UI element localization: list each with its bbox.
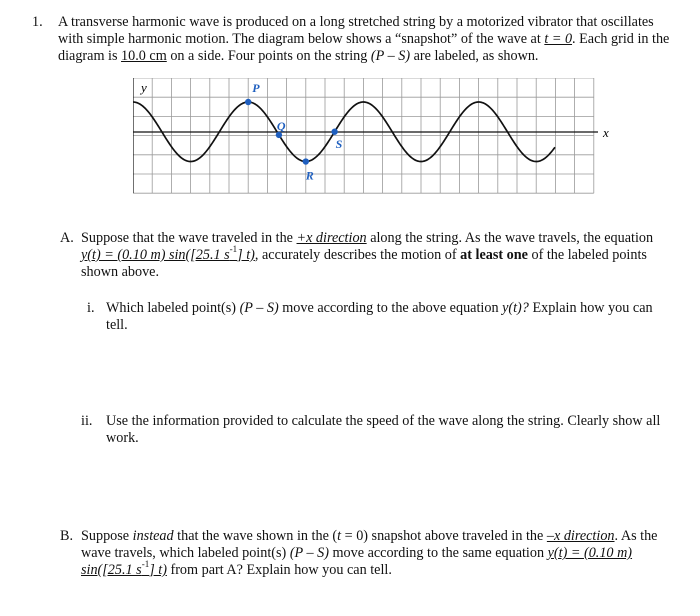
time-zero: t = 0	[544, 31, 573, 47]
part-b-text	[81, 528, 661, 579]
point-s-marker	[331, 129, 337, 135]
part-b-segment: Suppose	[81, 528, 133, 544]
intro-text: on a side. Four points on the string	[166, 48, 371, 64]
part-a-segment: Suppose that the wave traveled in the	[81, 230, 297, 246]
intro-text: . Each grid in the diagram is	[58, 31, 670, 64]
part-b-segment: . As the wave travels, which labeled point(s)	[81, 528, 658, 561]
sub-question-ii-text: Use the information provided to calculate the speed of the wave along the string. Clearly show all work.	[106, 413, 661, 446]
part-a-segment: of the labeled points shown above.	[81, 247, 647, 280]
sub-i-segment: Which labeled point(s)	[106, 300, 240, 316]
intro-text: are labeled, as shown.	[410, 48, 539, 64]
y-axis-label: y	[141, 80, 147, 95]
sub-i-segment: move according to the above equation	[278, 300, 503, 316]
part-a-label: A.	[60, 230, 74, 246]
grid-size: 10.0 cm	[121, 48, 167, 64]
part-a-equation-tail: ] t)	[237, 247, 255, 263]
part-a-emphasis: at least one	[460, 247, 528, 263]
part-b-segment: move according to the same equation	[328, 545, 548, 561]
sub-i-segment: Explain how you can tell.	[106, 300, 653, 333]
part-b-equation-tail: ] t)	[149, 562, 167, 578]
part-b-label: B.	[60, 528, 74, 544]
part-b-equation-exponent: -1	[141, 559, 150, 570]
sub-question-i-label: i.	[87, 300, 95, 316]
part-b-segment: that the wave shown in the (	[173, 528, 338, 544]
point-r-marker	[303, 158, 309, 164]
point-p-label: P	[252, 81, 260, 95]
sub-question-i-text	[106, 300, 666, 334]
point-q-label: Q	[276, 118, 286, 133]
part-b-segment: from part A? Explain how you can tell.	[166, 562, 392, 578]
question-intro	[58, 14, 678, 65]
sub-i-points: (P – S)	[239, 300, 279, 316]
sub-i-equation: y(t)?	[502, 300, 529, 316]
question-number: 1.	[32, 14, 43, 30]
x-axis-label: x	[603, 125, 609, 140]
part-b-points: (P – S)	[289, 545, 329, 561]
part-b-instead: instead	[132, 528, 174, 544]
point-s-label: S	[335, 136, 343, 151]
part-a-direction: +x direction	[296, 230, 367, 246]
part-a-text	[81, 230, 661, 281]
grid-lines	[133, 78, 594, 193]
part-a-segment: , accurately describes the motion of	[254, 247, 461, 263]
part-b-equation: y(t) = (0.10 m) sin([25.1 s	[81, 545, 633, 578]
part-b-segment: = 0) snapshot above traveled in the	[341, 528, 547, 544]
point-p-marker	[245, 99, 251, 105]
part-b-direction: –x direction	[546, 528, 615, 544]
sub-question-ii-label: ii.	[81, 413, 93, 429]
wave-diagram	[133, 78, 609, 198]
point-r-label: R	[305, 168, 314, 183]
part-a-equation: y(t) = (0.10 m) sin([25.1 s	[81, 247, 230, 263]
points-range: (P – S)	[370, 48, 411, 64]
intro-text: A transverse harmonic wave is produced on a long stretched string by a motorized vibrator that oscillates with simple harmonic motion. The diagram below shows a “snapshot” of the wave at	[58, 14, 654, 47]
part-a-segment: along the string. As the wave travels, the equation	[366, 230, 654, 246]
part-a-equation-exponent: -1	[229, 244, 238, 255]
part-b-time: t	[337, 528, 342, 544]
